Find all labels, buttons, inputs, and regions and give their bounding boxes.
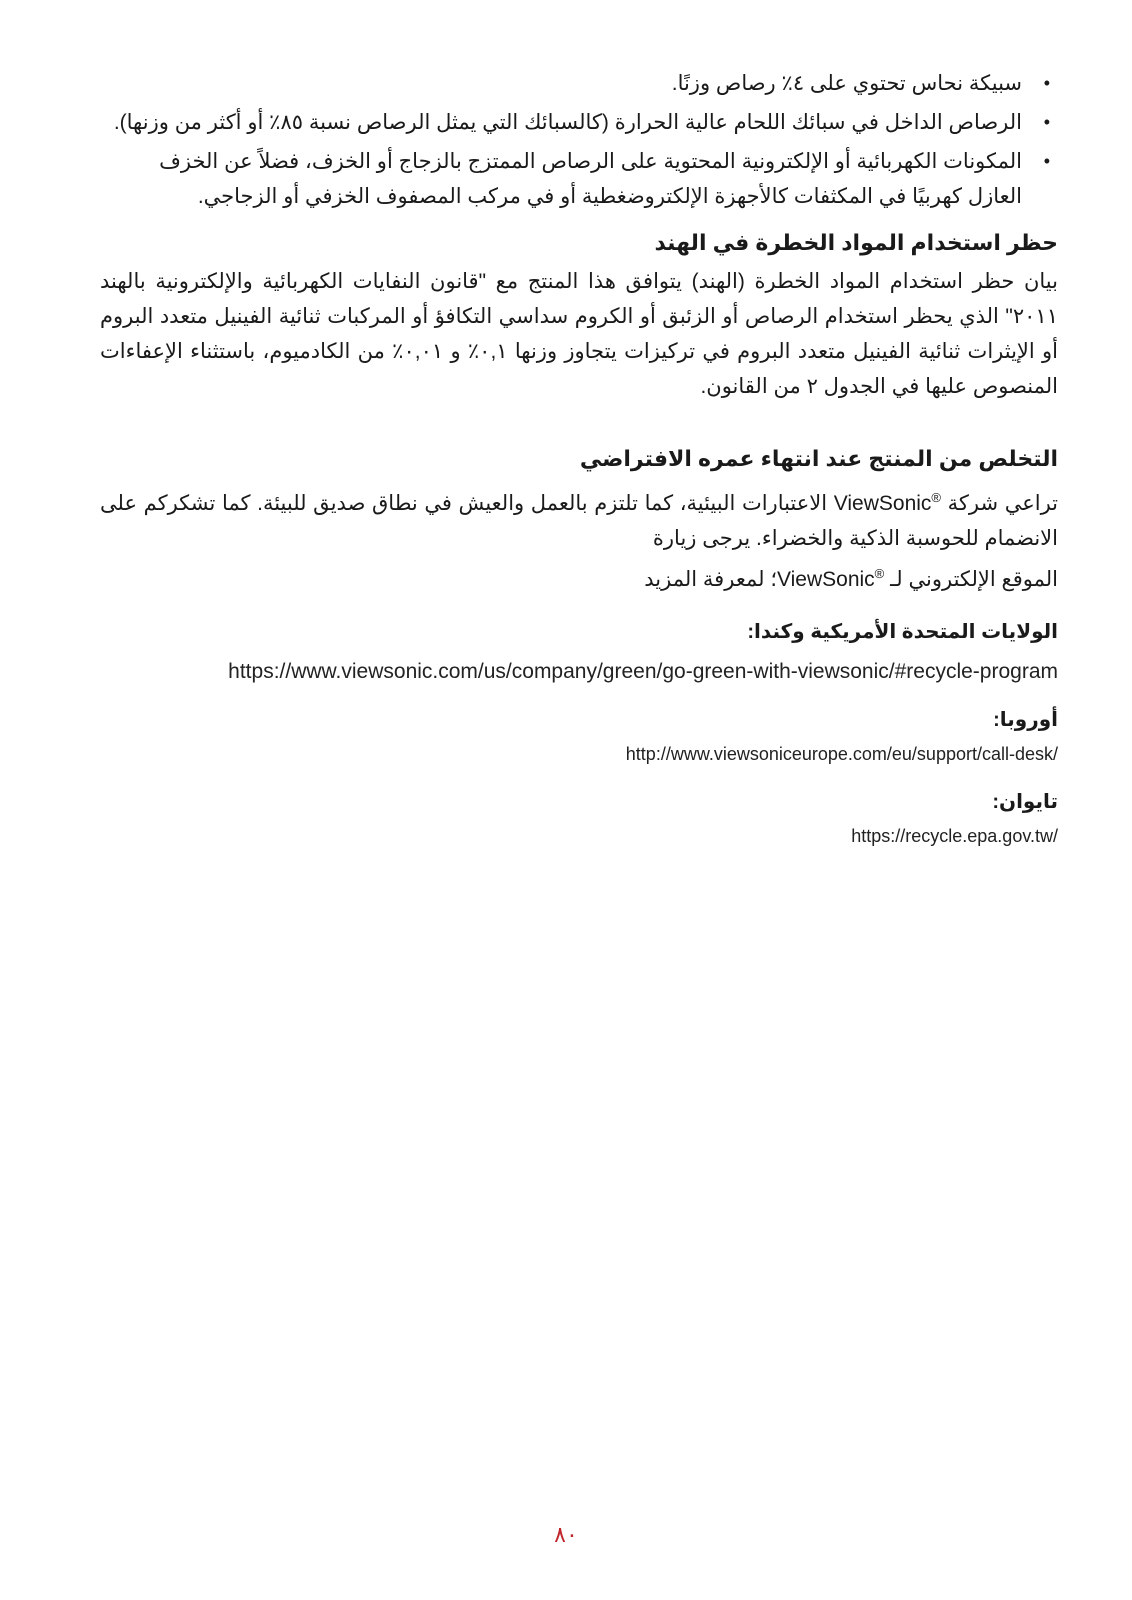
list-item (100, 105, 1058, 140)
region-usa-canada-label: الولايات المتحدة الأمريكية وكندا: (747, 621, 1058, 643)
registered-mark: ® (874, 566, 885, 581)
brand-name: ViewSonic® (777, 566, 885, 591)
list-item (100, 66, 1058, 101)
region-europe-link[interactable]: http://www.viewsoniceurope.com/eu/support/call-desk/ (625, 744, 1058, 764)
india-rohs-heading: حظر استخدام المواد الخطرة في الهند (654, 230, 1058, 255)
exemption-list (100, 66, 1058, 214)
region-taiwan-label: تايوان: (992, 791, 1058, 813)
bullet-icon: • (1043, 73, 1050, 93)
india-rohs-body: بيان حظر استخدام المواد الخطرة (الهند) يتوافق هذا المنتج مع "قانون النفايات الكهربائية والإلكترونية بالهند ٢٠١١" الذي يحظر استخدام الرصاص أو الزئبق أو الكروم سداسي التكافؤ أو المركبات ثنائية الفينيل متعدد البروم أو الإيثرات ثنائية الفينيل متعدد البروم في تركيزات يتجاوز وزنها ٠,١٪ و ٠,٠١٪ من الكادميوم، باستثناء الإعفاءات المنصوص عليها في الجدول ٢ من القانون. (100, 270, 1059, 398)
disposal-body-start: تراعي شركة (947, 492, 1058, 515)
page-number: ٨٠ (554, 1522, 578, 1547)
list-item-text: المكونات الكهربائية أو الإلكترونية المحتوية على الرصاص الممتزج بالزجاج أو الخزف، فضلاً عن الخزف العازل كهربيًا في المكثفات كالأجهزة الإلكتروضغطية أو في مركب المصفوف الخزفي أو الزجاجي. (159, 150, 1022, 208)
disposal-line3-end: ؛ لمعرفة المزيد (644, 568, 777, 591)
brand-name: ViewSonic® (833, 490, 942, 515)
list-item (100, 144, 1058, 214)
disposal-line3-start: الموقع الإلكتروني لـ (890, 568, 1058, 591)
bullet-icon: • (1043, 151, 1050, 171)
region-europe-label: أوروبا: (993, 709, 1058, 731)
list-item-text: الرصاص الداخل في سبائك اللحام عالية الحرارة (كالسبائك التي يمثل الرصاص نسبة ٨٥٪ أو أكثر من وزنها). (113, 111, 1022, 134)
region-taiwan-link[interactable]: https://recycle.epa.gov.tw/ (851, 826, 1058, 846)
registered-mark: ® (931, 490, 942, 505)
disposal-heading: التخلص من المنتج عند انتهاء عمره الافتراضي (579, 446, 1058, 471)
region-usa-canada-link[interactable]: https://www.viewsonic.com/us/company/green/go-green-with-viewsonic/#recycle-program (228, 660, 1058, 683)
list-item-text: سبيكة نحاس تحتوي على ٤٪ رصاص وزنًا. (671, 72, 1022, 95)
disposal-body-rest: الاعتبارات البيئية، كما تلتزم بالعمل والعيش في نطاق صديق للبيئة. كما تشكركم على الانضمام للحوسبة الذكية والخضراء. يرجى زيارة (100, 492, 1058, 550)
disposal-body-line3 (100, 556, 1058, 597)
disposal-body (100, 480, 1058, 556)
document-page (100, 66, 1058, 851)
bullet-icon: • (1043, 112, 1050, 132)
